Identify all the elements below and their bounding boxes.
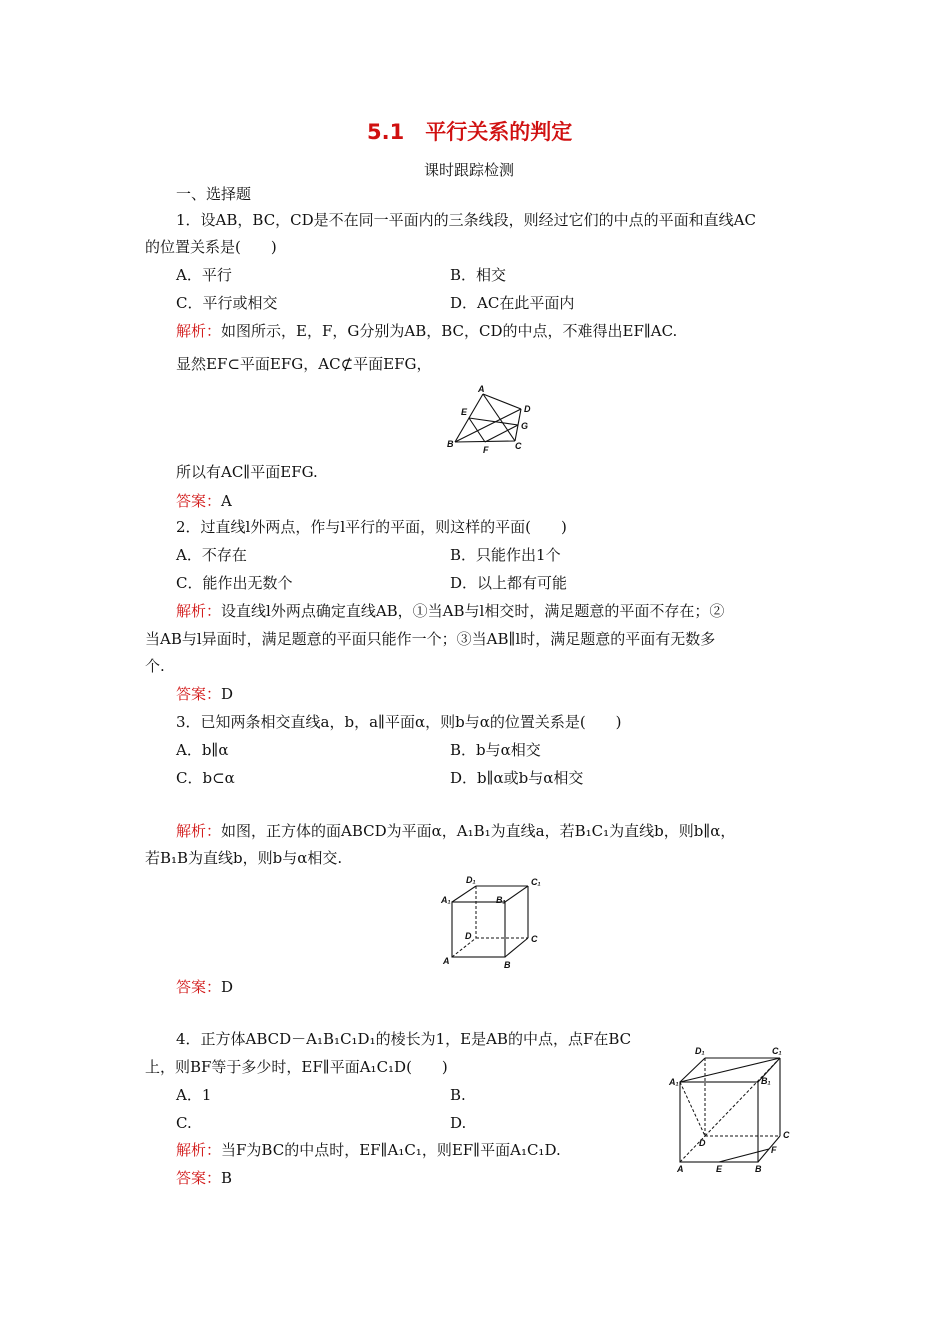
q1-answer-value: A (221, 492, 232, 510)
q3-option-d: D．b∥α或b与α相交 (450, 769, 584, 787)
label-D1: D₁ (695, 1046, 705, 1056)
q3-analysis (176, 821, 735, 841)
q4-analysis (176, 1140, 561, 1160)
q4-option-d: D. (450, 1114, 467, 1132)
label-C1: C₁ (531, 877, 541, 887)
q1-option-a: A．平行 (176, 266, 232, 284)
q4-option-a: A．1 (176, 1086, 212, 1104)
q2-analysis-text: 设直线l外两点确定直线AB，①当AB与l相交时，满足题意的平面不存在；② (221, 602, 725, 620)
q4-option-b: B. (450, 1086, 466, 1104)
q2-analysis-line3: 个. (145, 657, 165, 675)
analysis-label: 解析： (176, 1141, 222, 1159)
label-C: C (531, 934, 538, 944)
q3-option-b: B．b与α相交 (450, 741, 541, 759)
q1-stem-line1: 1．设AB，BC，CD是不在同一平面内的三条线段，则经过它们的中点的平面和直线AC (176, 211, 756, 229)
q1-stem-line2: 的位置关系是( ) (145, 238, 277, 256)
label-D: D (465, 931, 472, 941)
q1-option-b: B．相交 (450, 266, 507, 284)
q1-answer (176, 491, 232, 511)
label-B1: B₁ (496, 895, 506, 905)
answer-label: 答案： (176, 1169, 222, 1187)
label-B: B (755, 1164, 762, 1174)
q3-option-a: A．b∥α (176, 741, 229, 759)
label-A1: A₁ (669, 1077, 679, 1087)
q3-analysis-text: 如图，正方体的面ABCD为平面α，A₁B₁为直线a，若B₁C₁为直线b，则b∥α， (221, 822, 736, 840)
q3-option-c: C．b⊂α (176, 769, 235, 787)
q4-answer-value: B (221, 1169, 233, 1187)
q4-answer (176, 1168, 232, 1188)
label-C: C (783, 1130, 790, 1140)
q3-analysis-line2: 若B₁B为直线b，则b与α相交. (145, 849, 343, 867)
q2-answer (176, 684, 233, 704)
label-E: E (716, 1164, 723, 1174)
analysis-label: 解析： (176, 602, 222, 620)
q1-analysis (176, 321, 677, 341)
label-C1: C₁ (772, 1046, 782, 1056)
analysis-label: 解析： (176, 322, 222, 340)
label-F: F (483, 445, 489, 455)
section-heading: 一、选择题 (176, 185, 252, 203)
label-A1: A₁ (441, 895, 451, 905)
q4-stem-line2: 上，则BF等于多少时，EF∥平面A₁C₁D( ) (145, 1058, 448, 1076)
q1-option-c: C．平行或相交 (176, 294, 278, 312)
analysis-label: 解析： (176, 822, 222, 840)
label-D: D (699, 1138, 706, 1148)
q2-option-c: C．能作出无数个 (176, 574, 293, 592)
q2-answer-value: D (221, 685, 234, 703)
q3-cube-figure (438, 872, 548, 972)
q4-stem-line1: 4．正方体ABCD－A₁B₁C₁D₁的棱长为1，E是AB的中点，点F在BC (176, 1030, 632, 1048)
page-subtitle: 课时跟踪检测 (424, 161, 515, 179)
q4-cube-figure (665, 1040, 800, 1175)
label-E: E (461, 407, 468, 417)
q3-stem: 3．已知两条相交直线a，b，a∥平面α，则b与α的位置关系是( ) (176, 713, 622, 731)
label-D: D (524, 404, 531, 414)
answer-label: 答案： (176, 685, 222, 703)
q3-answer (176, 977, 233, 997)
label-A: A (443, 956, 450, 966)
answer-label: 答案： (176, 492, 222, 510)
q1-analysis-text: 如图所示，E，F，G分别为AB，BC，CD的中点，不难得出EF∥AC. (221, 322, 678, 340)
q2-option-b: B．只能作出1个 (450, 546, 561, 564)
label-A: A (478, 384, 485, 394)
label-C: C (515, 441, 522, 451)
page-title: 5.1 平行关系的判定 (367, 120, 573, 144)
q1-option-d: D．AC在此平面内 (450, 294, 575, 312)
label-F: F (771, 1145, 777, 1155)
label-B1: B₁ (761, 1076, 771, 1086)
q2-analysis (176, 601, 724, 621)
label-G: G (521, 421, 529, 431)
label-B: B (504, 960, 511, 970)
q2-option-a: A．不存在 (176, 546, 247, 564)
q4-analysis-text: 当F为BC的中点时，EF∥A₁C₁，则EF∥平面A₁C₁D. (221, 1141, 561, 1159)
q3-answer-value: D (221, 978, 234, 996)
q2-stem: 2．过直线l外两点，作与l平行的平面，则这样的平面( ) (176, 518, 567, 536)
q1-tetrahedron-figure (445, 382, 535, 458)
answer-label: 答案： (176, 978, 222, 996)
label-A: A (677, 1164, 684, 1174)
q4-option-c: C. (176, 1114, 192, 1132)
q1-analysis-line2: 显然EF⊂平面EFG，AC⊄平面EFG， (176, 355, 432, 373)
q2-analysis-line2: 当AB与l异面时，满足题意的平面只能作一个；③当AB∥l时，满足题意的平面有无数多 (145, 630, 716, 648)
label-B: B (447, 439, 454, 449)
q2-option-d: D．以上都有可能 (450, 574, 568, 592)
q1-analysis-line3: 所以有AC∥平面EFG. (176, 463, 318, 481)
label-D1: D₁ (466, 875, 476, 885)
